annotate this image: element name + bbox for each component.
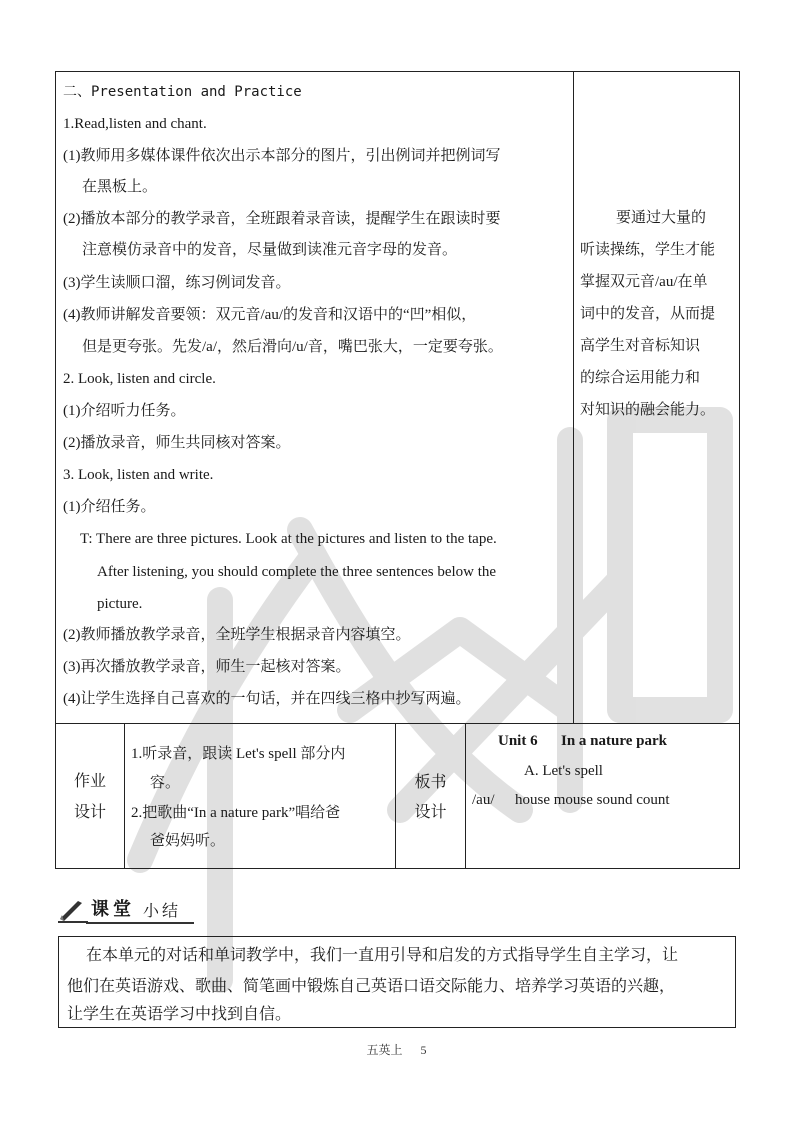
step-line: 1.Read,listen and chant. <box>63 116 207 132</box>
summary-line: 让学生在英语学习中找到自信。 <box>67 1006 292 1023</box>
board-label-right-divider <box>465 723 466 869</box>
board-phoneme: /au/ <box>472 792 495 808</box>
side-note-line: 高学生对音标知识 <box>580 338 701 354</box>
board-label: 设计 <box>414 804 447 821</box>
step-line: 但是更夸张。先发/a/，然后滑向/u/音，嘴巴张大，一定要夸张。 <box>82 339 503 355</box>
summary-line: 在本单元的对话和单词教学中，我们一直用引导和启发的方式指导学生自主学习，让 <box>86 947 679 964</box>
step-line: (1)教师用多媒体课件依次出示本部分的图片，引出例词并把例词写 <box>63 148 501 164</box>
side-note-line: 对知识的融会能力。 <box>580 402 716 418</box>
homework-label: 设计 <box>73 804 106 821</box>
step-line: 2. Look, listen and circle. <box>63 371 216 387</box>
homework-line: 2.把歌曲“In a nature park”唱给爸 <box>131 805 341 821</box>
pencil-icon <box>58 899 88 923</box>
board-label: 板书 <box>414 774 447 791</box>
side-note-line: 要通过大量的 <box>616 210 707 226</box>
homework-label: 作业 <box>73 773 106 790</box>
footer-grade: 五英上 <box>366 1043 403 1057</box>
summary-line: 他们在英语游戏、歌曲、简笔画中锻炼自己英语口语交际能力、培养学习英语的兴趣， <box>67 978 676 995</box>
heading-underline <box>86 922 194 924</box>
homework-line: 1.听录音，跟读 Let's spell 部分内 <box>131 746 346 762</box>
page-footer <box>0 1041 793 1058</box>
step-line: 注意模仿录音中的发音，尽量做到读准元音字母的发音。 <box>82 242 458 258</box>
step-line: (1)介绍任务。 <box>63 499 156 515</box>
side-note-line: 掌握双元音/au/在单 <box>580 274 708 290</box>
presentation-heading: 二、Presentation and Practice <box>63 84 302 100</box>
board-subtitle: A. Let's spell <box>524 763 603 779</box>
step-line: T: There are three pictures. Look at the pictures and listen to the tape. <box>80 531 497 547</box>
page-number: 5 <box>420 1043 427 1057</box>
homework-label-divider <box>124 723 125 869</box>
step-line: (1)介绍听力任务。 <box>63 403 186 419</box>
step-line: (2)播放录音，师生共同核对答案。 <box>63 435 291 451</box>
step-line: (3)再次播放教学录音，师生一起核对答案。 <box>63 659 351 675</box>
step-line: (3)学生读顺口溜，练习例词发音。 <box>63 275 291 291</box>
summary-heading <box>58 897 198 925</box>
step-line: picture. <box>97 596 143 612</box>
step-line: 在黑板上。 <box>82 179 158 195</box>
board-label-left-divider <box>395 723 396 869</box>
step-line: (4)让学生选择自己喜欢的一句话，并在四线三格中抄写两遍。 <box>63 691 471 707</box>
homework-line: 容。 <box>150 775 181 791</box>
step-line: (4)教师讲解发音要领：双元音/au/的发音和汉语中的“凹”相似， <box>63 307 477 323</box>
board-topic: In a nature park <box>561 733 667 749</box>
homework-line: 爸妈妈听。 <box>150 833 226 849</box>
step-line: (2)播放本部分的教学录音，全班跟着录音读，提醒学生在跟读时要 <box>63 211 501 227</box>
side-note-line: 词中的发音，从而提 <box>580 306 716 322</box>
side-note-line: 听读操练，学生才能 <box>580 242 716 258</box>
summary-heading-rest: 小结 <box>143 901 182 920</box>
side-column-divider <box>573 71 574 724</box>
step-line: 3. Look, listen and write. <box>63 467 214 483</box>
board-words: house mouse sound count <box>515 792 670 808</box>
section-divider <box>55 723 740 724</box>
step-line: (2)教师播放教学录音，全班学生根据录音内容填空。 <box>63 627 411 643</box>
side-note-line: 的综合运用能力和 <box>580 370 701 386</box>
step-line: After listening, you should complete the three sentences below the <box>97 564 497 580</box>
board-unit: Unit 6 <box>498 733 538 749</box>
summary-heading-bold: 课堂 <box>91 899 135 920</box>
